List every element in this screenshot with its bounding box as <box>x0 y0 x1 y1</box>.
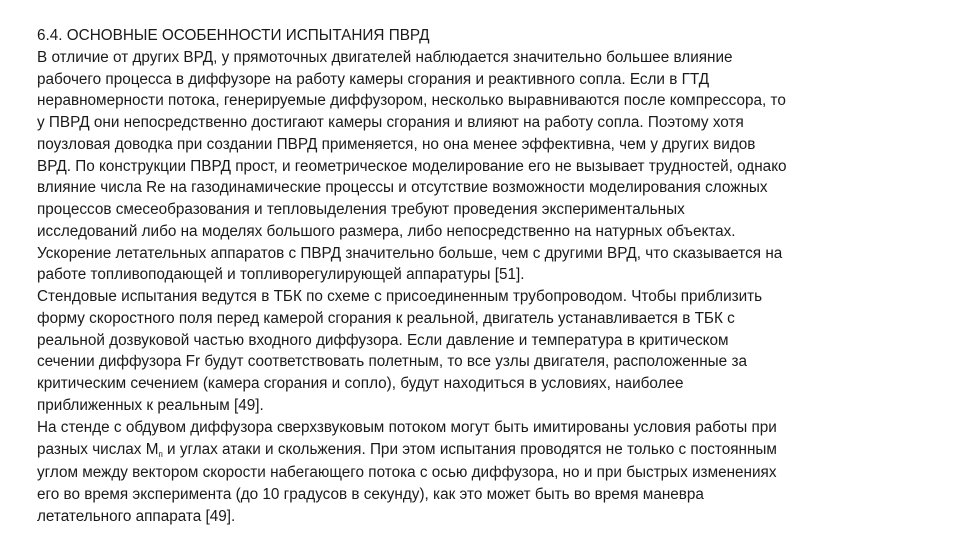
text-line: рабочего процесса в диффузоре на работу камеры сгорания и реактивного сопла. Если в ГТД <box>37 70 710 88</box>
text-line: реальной дозвуковой частью входного диффузора. Если давление и температура в критическом <box>37 331 729 349</box>
text-line: Ускорение летательных аппаратов с ПВРД значительно больше, чем с другими ВРД, что сказывается на <box>37 244 783 262</box>
text-line: приближенных к реальным [49]. <box>37 396 264 414</box>
text-line: летательного аппарата [49]. <box>37 507 236 525</box>
text-line: ВРД. По конструкции ПВРД прост, и геометрическое моделирование его не вызывает трудностей, однако <box>37 157 787 175</box>
text-line: сечении диффузора Fr будут соответствовать полетным, то все узлы двигателя, расположенные за <box>37 353 747 371</box>
text-line: у ПВРД они непосредственно достигают камеры сгорания и влияют на работу сопла. Поэтому хотя <box>37 114 744 131</box>
paragraph-3 <box>37 417 927 528</box>
text-line: неравномерности потока, генерируемые диффузором, несколько выравниваются после компрессора, то <box>37 92 786 110</box>
text-line-with-subscript <box>37 438 927 462</box>
text-line: работе топливоподающей и топливорегулирующей аппаратуры [51]. <box>37 266 525 284</box>
text-line: его во время эксперимента (до 10 градусов в секунду), как это может быть во время маневра <box>37 486 704 503</box>
text-fragment: и углах атаки и скольжения. При этом испытания проводятся не только с постоянным <box>162 441 777 459</box>
paragraph-2 <box>37 286 927 417</box>
section-heading: 6.4. ОСНОВНЫЕ ОСОБЕННОСТИ ИСПЫТАНИЯ ПВРД <box>37 27 430 44</box>
text-line: На стенде с обдувом диффузора сверхзвуковым потоком могут быть имитированы условия работы при <box>37 418 777 436</box>
mach-subscript: п <box>158 450 163 460</box>
text-line: Стендовые испытания ведутся в ТБК по схеме с присоединенным трубопроводом. Чтобы приблизить <box>37 288 763 305</box>
text-line: критическим сечением (камера сгорания и сопло), будут находиться в условиях, наиболее <box>37 375 684 392</box>
paragraph-1 <box>37 47 927 286</box>
text-line: поузловая доводка при создании ПВРД применяется, но она менее эффективна, чем у других видов <box>37 135 756 153</box>
text-line: В отличие от других ВРД, у прямоточных двигателей наблюдается значительно большее влияние <box>37 48 733 66</box>
text-fragment: разных числах M <box>37 441 159 459</box>
text-line: процессов смесеобразования и тепловыделения требуют проведения экспериментальных <box>37 201 685 218</box>
document-body <box>37 25 927 528</box>
text-line: форму скоростного поля перед камерой сгорания к реальной, двигатель устанавливается в ТБК с <box>37 309 735 327</box>
text-line: углом между вектором скорости набегающего потока с осью диффузора, но и при быстрых изменениях <box>37 464 777 482</box>
text-line: исследований либо на моделях большого размера, либо непосредственно на натурных объектах. <box>37 222 736 240</box>
text-line: влияние числа Re на газодинамические процессы и отсутствие возможности моделирования сложных <box>37 179 768 197</box>
